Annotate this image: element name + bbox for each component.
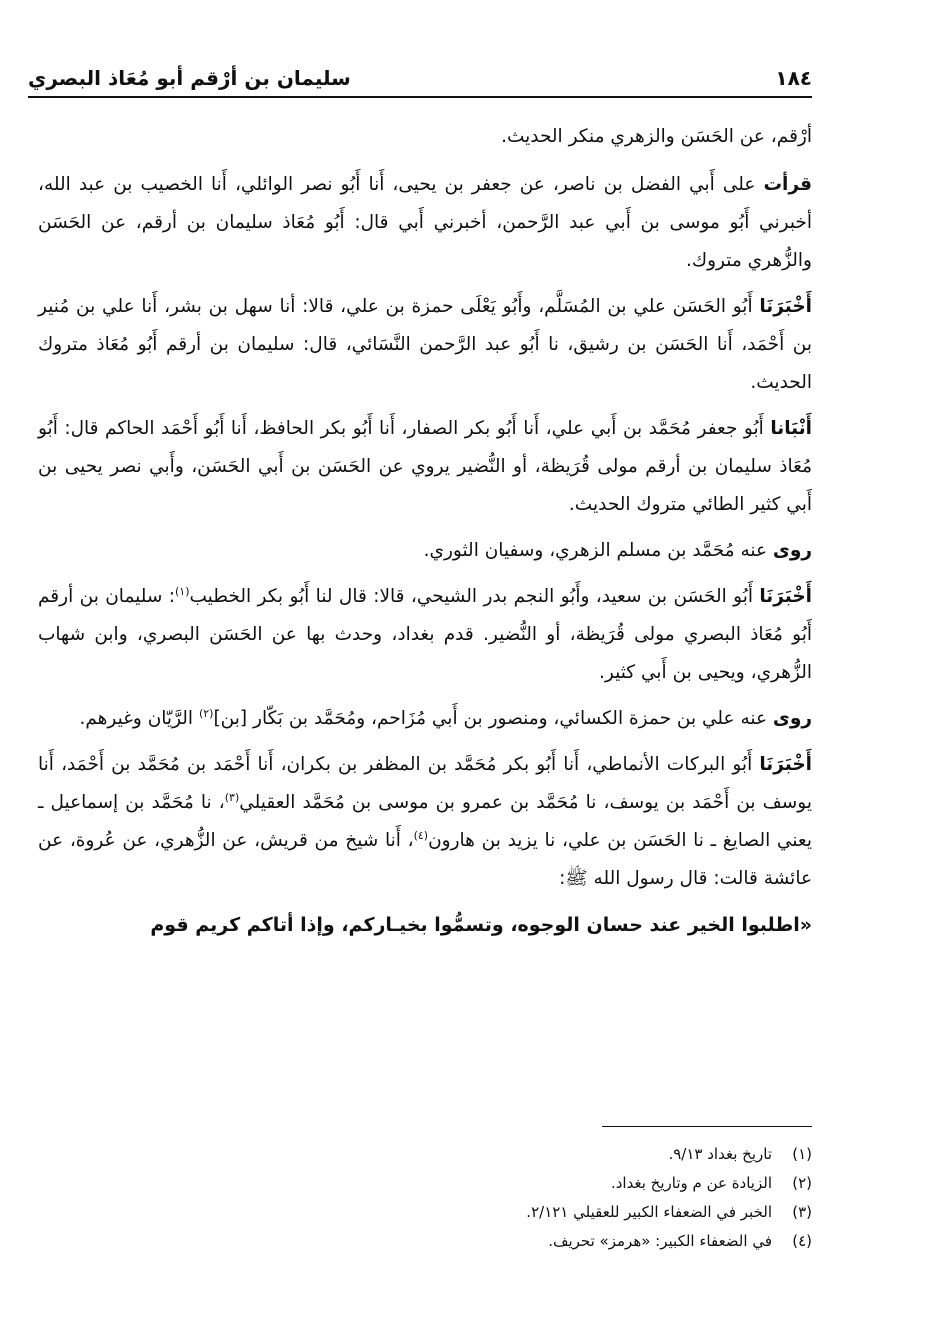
paragraph-7 [38, 700, 812, 738]
paragraph-lead-word: أَخْبَرَنَا [759, 586, 812, 607]
paragraph-text: أَبُو الحَسَن علي بن المُسَلَّم، وأَبُو يَعْلَى حمزة بن علي، قالا: أنا سهل بن بشر، أَنا علي بن مُنير بن أَحْمَد، أَنا الحَسَن بن رشيق، نا أَبُو عبد الرَّحمن النَّسَائي، قال: سليمان بن أرقم أَبُو مُعَاذ متروك الحديث. [38, 296, 812, 393]
hadith-quote: «اطلبوا الخير عند حسان الوجوه، وتسمُّوا بخيـاركم، وإذا أتاكم كريم قوم [150, 914, 812, 936]
paragraph-text: أَبُو الحَسَن بن سعيد، وأَبُو النجم بدر الشيحي، قالا: قال لنا أَبُو بكر الخطيب [189, 586, 760, 607]
footnote-item [152, 1198, 812, 1227]
paragraph-6 [38, 578, 812, 692]
paragraph-lead-word: روى [772, 540, 812, 561]
paragraph-2 [38, 166, 812, 280]
paragraph-8 [38, 746, 812, 898]
paragraph-1 [38, 118, 812, 156]
footnote-number: (٤) [792, 1232, 812, 1250]
footnote-item [152, 1169, 812, 1198]
paragraph-lead-word: قرأت [763, 174, 812, 195]
footnote-divider [602, 1126, 812, 1127]
footnote-number: (٣) [792, 1203, 812, 1221]
footnote-marker[interactable]: (١) [174, 584, 190, 598]
paragraph-text: ، أَنا شيخ من قريش، عن الزُّهري، عن عُروة، عن عائشة قالت: قال رسول الله ﷺ: [38, 830, 812, 889]
footnote-marker[interactable]: (٣) [224, 790, 240, 804]
paragraph-text: على أَبي الفضل بن ناصر، عن جعفر بن يحيى، أَنا أَبُو نصر الوائلي، أَنا الخصيب بن عبد الله، أخبرني أَبُو موسى بن أَبي عبد الرَّحمن، أخبرني أَبي قال: أَبُو مُعَاذ سليمان بن أرقم، عن الحَسَن والزُّهري متروك. [38, 174, 812, 271]
paragraph-text: أرْقم، عن الحَسَن والزهري منكر الحديث. [501, 126, 812, 147]
running-head [28, 56, 812, 98]
footnotes [152, 1140, 812, 1256]
footnote-marker[interactable]: (٤) [413, 828, 429, 842]
paragraph-text: : سليمان بن أرقم أَبُو مُعَاذ البصري مولى قُرَيظة، أو النُّضير. قدم بغداد، وحدث بها عن الحَسَن البصري، وابن شهاب الزُّهري، ويحيى بن أَبي كثير. [38, 586, 812, 683]
paragraph-lead-word: أَنْبَانا [770, 418, 812, 439]
paragraph-text: عنه علي بن حمزة الكسائي، ومنصور بن أَبي مُزَاحم، ومُحَمَّد بن بَكّار [بن] [213, 708, 773, 729]
paragraph-3 [38, 288, 812, 402]
paragraph-lead-word: أَخْبَرَنَا [759, 754, 812, 775]
paragraph-text: عنه مُحَمَّد بن مسلم الزهري، وسفيان الثوري. [423, 540, 773, 561]
paragraph-lead-word: أَخْبَرَنَا [759, 296, 812, 317]
footnote-number: (٢) [792, 1174, 812, 1192]
footnote-text: الزيادة عن م وتاريخ بغداد. [610, 1174, 772, 1192]
footnote-text: الخبر في الضعفاء الكبير للعقيلي ٢/١٢١. [526, 1203, 772, 1221]
footnote-number: (١) [792, 1145, 812, 1163]
footnote-item [152, 1140, 812, 1169]
paragraph-5 [38, 532, 812, 570]
paragraph-lead-word: روى [772, 708, 812, 729]
paragraph-text: أَبُو جعفر مُحَمَّد بن أَبي علي، أَنا أَبُو بكر الصفار، أَنا أَبُو بكر الحافظ، أَنا أَبُو أَحْمَد الحاكم قال: أَبُو مُعَاذ سليمان بن أرقم مولى قُرَيظة، أو النُّضير يروي عن الحَسَن بن أَبي الحَسَن، وأَبي نصر يحيى بن أَبي كثير الطائي متروك الحديث. [38, 418, 812, 515]
paragraph-text: أَبُو البركات الأنماطي، أَنا أَبُو بكر مُحَمَّد بن المظفر بن بكران، أَنا أَحْمَد بن مُحَمَّد بن أَحْمَد، أَنا يوسف بن أَحْمَد بن يوسف، نا مُحَمَّد بن عمرو بن موسى بن مُحَمَّد العقيلي [38, 754, 812, 813]
paragraph-4 [38, 410, 812, 524]
footnote-text: تاريخ بغداد ٩/١٣. [668, 1145, 772, 1163]
footnote-item [152, 1227, 812, 1256]
page-number: ١٨٤ [775, 66, 812, 90]
footnote-marker[interactable]: (٢) [198, 706, 214, 720]
running-title: سليمان بن أرْقم أبو مُعَاذ البصري [28, 66, 351, 90]
main-text [38, 118, 812, 952]
paragraph-text: الرَّيّان وغيرهم. [79, 708, 199, 729]
paragraph-text: ، نا مُحَمَّد بن إسماعيل ـ يعني الصايغ ـ نا الحَسَن بن علي، نا يزيد بن هارون [38, 792, 812, 851]
footnote-text: في الضعفاء الكبير: «هرمز» تحريف. [548, 1232, 772, 1250]
